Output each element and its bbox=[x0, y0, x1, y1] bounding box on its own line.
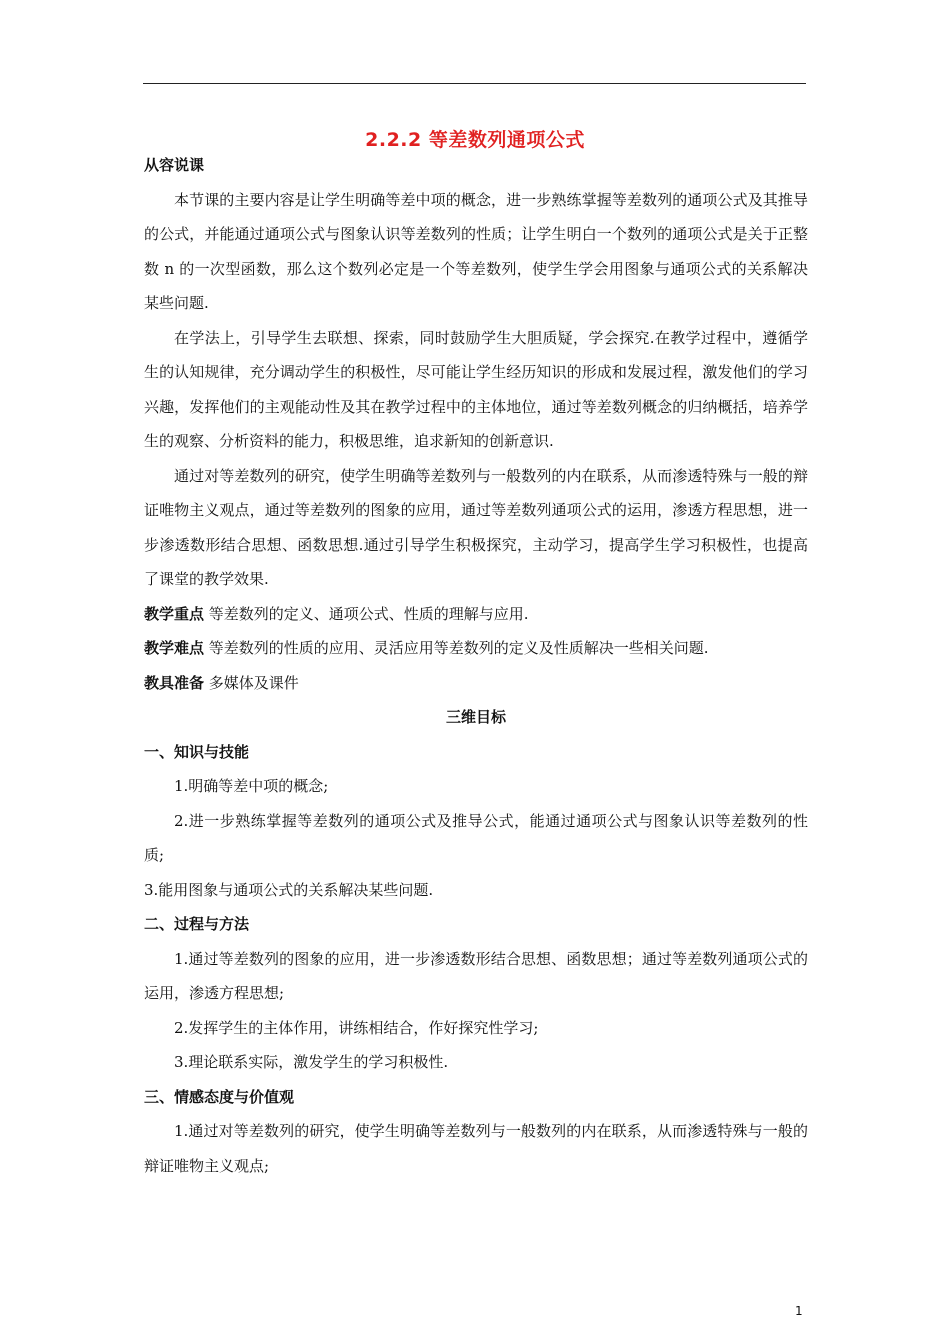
intro-paragraph-1: 本节课的主要内容是让学生明确等差中项的概念，进一步熟练掌握等差数列的通项公式及其推导的公式，并能通过通项公式与图象认识等差数列的性质；让学生明白一个数列的通项公式是关于正整数 n 的一次型函数，那么这个数列必定是一个等差数列，使学生学会用图象与通项公式的关系解决某些问题. bbox=[144, 190, 808, 312]
key-point-row bbox=[144, 597, 808, 632]
goal3-heading: 三、情感态度与价值观 bbox=[144, 1087, 295, 1106]
difficulty-text: 等差数列的性质的应用、灵活应用等差数列的定义及性质解决一些相关问题. bbox=[208, 639, 709, 657]
goals-heading: 三维目标 bbox=[445, 708, 506, 726]
difficulty-label: 教学难点 bbox=[144, 639, 205, 657]
header-rule bbox=[143, 83, 806, 84]
difficulty-row bbox=[144, 631, 808, 666]
goal1-item-1: 1.明确等差中项的概念; bbox=[174, 777, 329, 795]
key-point-label: 教学重点 bbox=[144, 604, 205, 623]
key-point-text: 等差数列的定义、通项公式、性质的理解与应用. bbox=[208, 604, 529, 623]
page-number: 1 bbox=[795, 1304, 803, 1318]
goal2-item-2: 2.发挥学生的主体作用，讲练相结合，作好探究性学习; bbox=[174, 1018, 539, 1037]
tools-label: 教具准备 bbox=[144, 673, 205, 692]
tools-row bbox=[144, 666, 808, 701]
intro-heading: 从容说课 bbox=[144, 156, 205, 174]
goal2-heading: 二、过程与方法 bbox=[144, 915, 250, 933]
intro-paragraph-2: 在学法上，引导学生去联想、探索，同时鼓励学生大胆质疑，学会探究.在教学过程中，遵循学生的认知规律，充分调动学生的积极性，尽可能让学生经历知识的形成和发展过程，激发他们的学习兴趣，发挥他们的主观能动性及其在教学过程中的主体地位，通过等差数列概念的归纳概括，培养学生的观察、分析资料的能力，积极思维，追求新知的创新意识. bbox=[144, 328, 808, 450]
goal1-item-3: 3.能用图象与通项公式的关系解决某些问题. bbox=[144, 880, 434, 899]
goal1-heading: 一、知识与技能 bbox=[144, 742, 250, 761]
goal1-item-2: 2.进一步熟练掌握等差数列的通项公式及推导公式，能通过通项公式与图象认识等差数列的性质; bbox=[144, 811, 808, 864]
document-body bbox=[144, 148, 808, 1183]
page-title: 2.2.2 等差数列通项公式 bbox=[365, 129, 585, 151]
goal3-item-1: 1.通过对等差数列的研究，使学生明确等差数列与一般数列的内在联系，从而渗透特殊与一般的辩证唯物主义观点; bbox=[144, 1122, 808, 1175]
goal2-item-1: 1.通过等差数列的图象的应用，进一步渗透数形结合思想、函数思想；通过等差数列通项公式的运用，渗透方程思想; bbox=[144, 949, 808, 1002]
intro-paragraph-3: 通过对等差数列的研究，使学生明确等差数列与一般数列的内在联系，从而渗透特殊与一般的辩证唯物主义观点，通过等差数列的图象的应用，通过等差数列通项公式的运用，渗透方程思想，进一步渗透数形结合思想、函数思想.通过引导学生积极探究，主动学习，提高学生学习积极性，也提高了课堂的教学效果. bbox=[144, 466, 808, 588]
tools-text: 多媒体及课件 bbox=[208, 673, 299, 692]
goal2-item-3: 3.理论联系实际，激发学生的学习积极性. bbox=[174, 1053, 449, 1071]
